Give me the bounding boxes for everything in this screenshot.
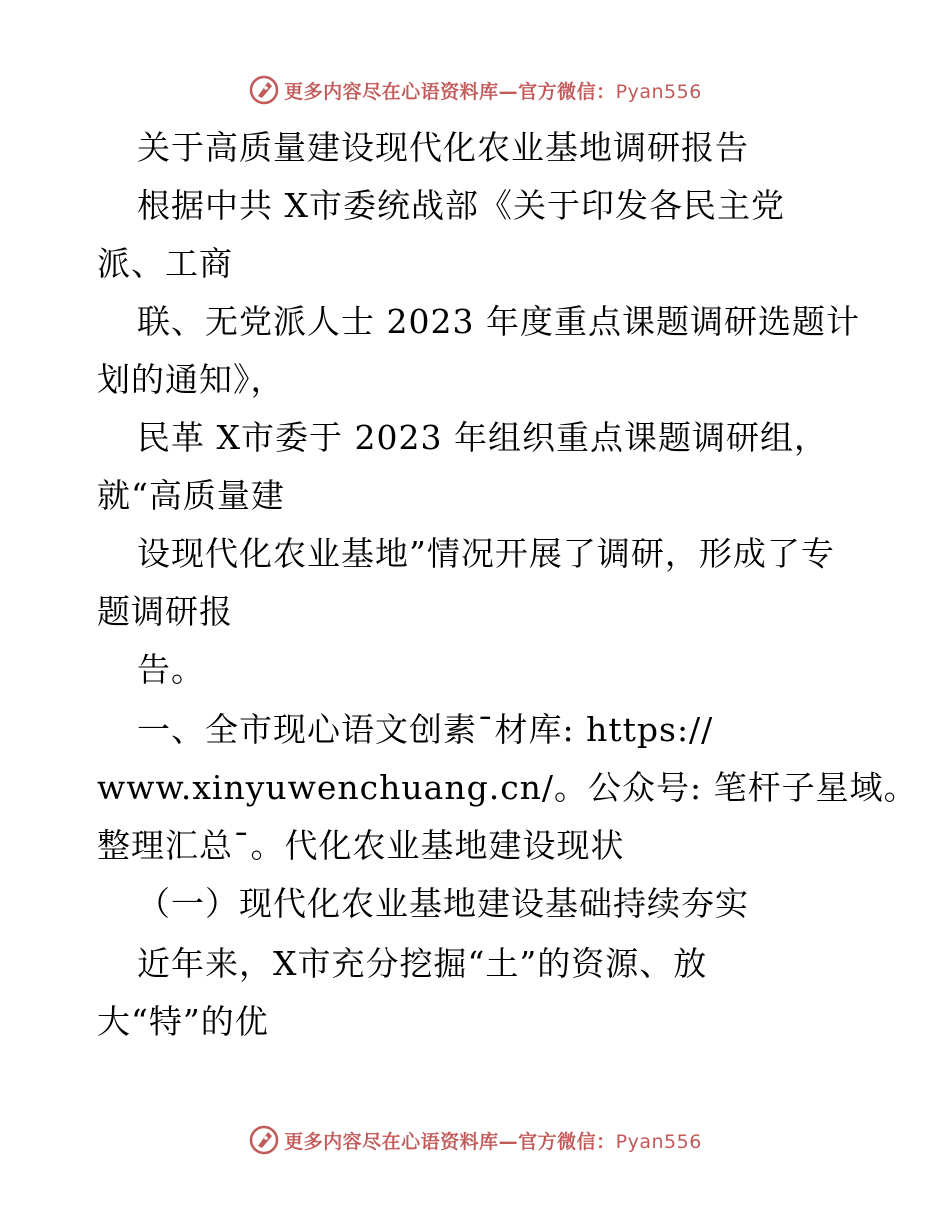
paragraph-line: 联、无党派人士 2023 年度重点课题调研选题计 — [137, 302, 860, 341]
header-banner-text: 更多内容尽在心语资料库—官方微信：Pyan556 — [284, 80, 702, 103]
paragraph-line: 划的通知》， — [97, 360, 285, 399]
paragraph-line: 近年来，X市充分挖掘“土”的资源、放 — [137, 944, 708, 983]
paragraph-line: 整理汇总¯。代化农业基地建设现状 — [97, 826, 625, 865]
paragraph-line: 设现代化农业基地”情况开展了调研，形成了专 — [137, 534, 835, 573]
paragraph-line: 派、工商 — [97, 244, 233, 283]
subsection-heading: （一）现代化农业基地建设基础持续夯实 — [137, 884, 749, 923]
pen-nib-logo-icon — [248, 1124, 280, 1156]
paragraph-line: 根据中共 X市委统战部《关于印发各民主党 — [137, 186, 785, 225]
header-wechat-id: Pyan556 — [615, 80, 702, 103]
document-title: 关于高质量建设现代化农业基地调研报告 — [137, 128, 749, 167]
paragraph-line: 告。 — [137, 650, 205, 689]
paragraph-line: 就“高质量建 — [97, 476, 285, 515]
paragraph-line: 题调研报 — [97, 592, 233, 631]
section-heading: 一、全市现心语文创素¯材库: https:// — [137, 710, 714, 749]
paragraph-line: www.xinyuwenchuang.cn/。公众号: 笔杆子星域。 — [97, 768, 918, 807]
footer-banner — [0, 1120, 950, 1160]
paragraph-line: 民革 X市委于 2023 年组织重点课题调研组， — [137, 418, 828, 457]
footer-banner-text: 更多内容尽在心语资料库—官方微信：Pyan556 — [284, 1130, 702, 1153]
paragraph-line: 大“特”的优 — [97, 1002, 269, 1041]
footer-wechat-id: Pyan556 — [615, 1130, 702, 1153]
